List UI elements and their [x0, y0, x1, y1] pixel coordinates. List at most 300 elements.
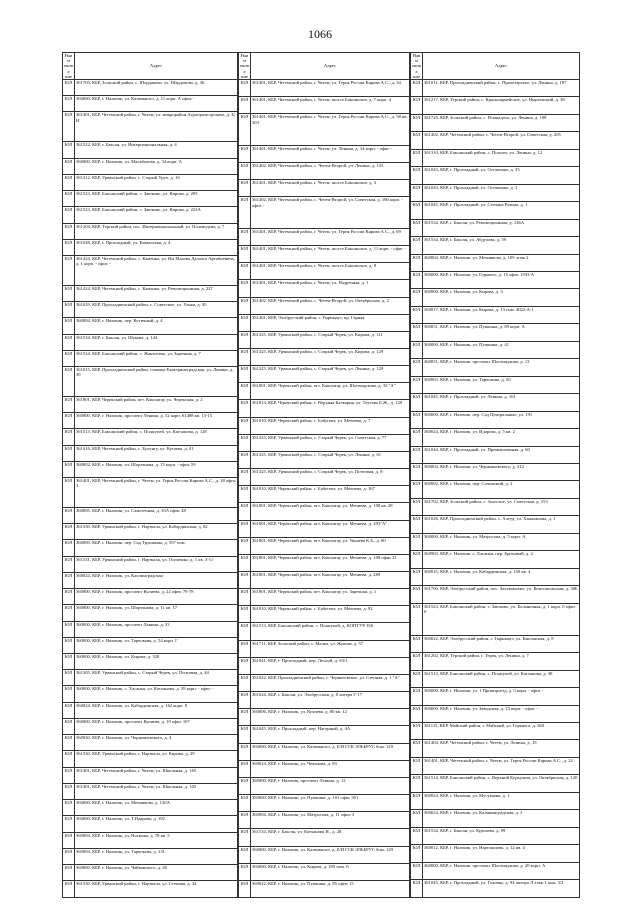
entity-type-cell: ЮЛ	[63, 605, 75, 621]
address-cell: 361401, КБР, Чегемский район, г. Чегем, ул. микрорайон Агропромстроцека, д. Б/Н	[75, 112, 238, 142]
entity-type-cell: ЮЛ	[239, 589, 251, 606]
entity-type-cell: ЮЛ	[411, 429, 423, 446]
table-row	[239, 880, 410, 897]
entity-type-cell: ЮЛ	[63, 686, 75, 702]
table-row	[63, 800, 238, 816]
entity-type-cell: ЮЛ	[411, 149, 423, 166]
entity-type-cell: ЮЛ	[411, 603, 423, 635]
table-row	[63, 881, 238, 898]
table-row	[239, 726, 410, 743]
table-row	[63, 142, 238, 158]
address-cell: 361204, КБР, Терский район, пос. Интернациональный, ул. Полеводова, д. 7	[75, 223, 238, 239]
table-row	[63, 429, 238, 445]
address-cell: 361711, КБР, Зольский район, с. Малка, ул. Жукова, д. 57	[251, 640, 410, 657]
table-row	[411, 603, 580, 635]
table-row	[239, 589, 410, 606]
entity-type-cell: ЮЛ	[239, 163, 251, 180]
table-row	[63, 396, 238, 412]
address-cell: 361045, КБР, г. Прохладный, пер. Нагорный, д. 4А	[251, 726, 410, 743]
table-row	[239, 228, 410, 245]
table-row	[411, 705, 580, 722]
table-row	[411, 653, 580, 670]
address-cell: 361022, КБР, Прохладненский район, с. Черниговское, ул. Степная, д. 1 "А"	[251, 674, 410, 691]
address-cell: 361402, КБР, Чегемский район, с. Чегем-Второй, ул. Ленина, д. 125	[251, 163, 410, 180]
entity-type-cell: ЮЛ	[411, 272, 423, 289]
address-cell: 360000, КБР, г. Нальчик, проспект Ленина, д. 33	[75, 621, 238, 637]
entity-type-cell: ЮЛ	[411, 670, 423, 687]
entity-type-cell: ЮЛ	[411, 775, 423, 792]
table-row	[239, 97, 410, 114]
address-cell: 361813, КБР, Черекский район, с. Верхняя Балкария, ул. Тхутова Б.Ж., д. 120	[251, 400, 410, 417]
table-row	[63, 302, 238, 318]
address-cell: 361011, КБР, Прохладненский район, с. Пролетарское, ул. Ленина, д. 197	[423, 80, 580, 97]
entity-type-cell: ЮЛ	[239, 417, 251, 434]
address-cell: 361801, КБР, Черекский район, пгт. Кашхатау, ул. Мечиева, д. 289	[251, 572, 410, 589]
entity-type-cell: ЮЛ	[63, 589, 75, 605]
entity-type-cell: ЮЛ	[239, 503, 251, 520]
table-row	[63, 686, 238, 702]
address-cell: 360000, КБР, г. Нальчик, ул. Т.Идарова, д. 192	[75, 816, 238, 832]
address-cell: 360004, КБР, г. Нальчик, ул. Матросова, д. 11 офис 3	[251, 812, 410, 829]
entity-type-cell: ЮЛ	[239, 280, 251, 297]
address-cell: 360024, КБР, г. Нальчик, ул. Чеченова, д. 83	[251, 760, 410, 777]
table-row	[239, 145, 410, 162]
header-address: Адрес	[75, 53, 238, 80]
table-row	[411, 568, 580, 585]
entity-type-cell: ЮЛ	[239, 314, 251, 331]
entity-type-cell: ЮЛ	[239, 572, 251, 589]
table-row	[411, 740, 580, 757]
address-cell: 361801, КБР, Черекский район, пгт. Кашхатау, ул. Шогенцукова, д. 33 "А"	[251, 383, 410, 400]
table-row	[63, 191, 238, 207]
address-cell: 361048, КБР, г. Прохладный, ул. Кавказская, д. 4	[75, 239, 238, 255]
entity-type-cell: ЮЛ	[411, 446, 423, 463]
entity-type-cell: ЮЛ	[63, 783, 75, 799]
address-cell: 361045, КБР, г. Прохладный, ул. Ленина, д. 161	[423, 394, 580, 411]
address-cell: 361513, КБР, Баксанский район, с. Псыкупей, ул. Катханова, д. 128	[75, 429, 238, 445]
address-cell: 361624, КБР, г. Баксан, ул. Эльбрусская, д. 8 литера Г-17	[251, 692, 410, 709]
header-type: Наим енова ние	[240, 53, 249, 79]
entity-type-cell: ЮЛ	[411, 359, 423, 376]
table-row	[411, 810, 580, 827]
table-row	[411, 635, 580, 652]
entity-type-cell: ЮЛ	[239, 97, 251, 114]
table-row	[411, 463, 580, 480]
table-row	[239, 657, 410, 674]
address-cell: 360024, КБР, г. Нальчик, ул. Калининградская, д. 3	[423, 810, 580, 827]
entity-type-cell: ЮЛ	[239, 197, 251, 229]
entity-type-cell: ЮЛ	[411, 757, 423, 774]
address-cell: 361330, КБР, Урванский район, г. Нарткала, ул. Кабардинская, д. 82	[75, 524, 238, 540]
address-cell: 361513, КБР, Баксанский район, с. Псыкупей, д. КОПТУР 356	[251, 623, 410, 640]
entity-type-cell: ЮЛ	[411, 568, 423, 585]
address-cell: 360006, КБР, г. Нальчик, ул. Кулиева, д. 80 кв. 12	[251, 709, 410, 726]
table-row	[63, 767, 238, 783]
entity-type-cell: ЮЛ	[63, 507, 75, 523]
address-cell: 361402, КБР, Чегемский район, с. Чегем-Второй, ул. Советская, д. 180 корп. - офис -	[251, 197, 410, 229]
entity-type-cell: ЮЛ	[411, 289, 423, 306]
table-row	[239, 640, 410, 657]
entity-type-cell: ЮЛ	[411, 792, 423, 809]
address-cell: 361045, КБР, г. Прохладный, ул. Степана Разина, д. 1	[423, 202, 580, 219]
entity-type-cell: ЮЛ	[63, 429, 75, 445]
entity-type-cell: ЮЛ	[411, 880, 423, 898]
address-cell: 361401, КБР, Чегемский район, г. Чегем, ул. Надречная, д. 1	[251, 280, 410, 297]
entity-type-cell: ЮЛ	[411, 132, 423, 149]
address-cell: 360002, КБР, г. Нальчик, ул. Шортанова, д. 15 корп. - офис 59	[75, 461, 238, 477]
table-row	[63, 255, 238, 285]
table-row	[239, 692, 410, 709]
address-cell: 360015, КБР, г. Нальчик, ул. Кабардинская, д. 150 кв. 4	[423, 568, 580, 585]
address-cell: 360000, КБР, г. Нальчик, с. Хасанья, ул. Катханова, д. 39 корп. - офис -	[75, 686, 238, 702]
address-cell: 361401, КБР, Чегемский район, г. Чегем, ул. Ленина, д. 34 корп. - офис -	[251, 145, 410, 162]
entity-type-cell: ЮЛ	[63, 556, 75, 572]
entity-type-cell: ЮЛ	[411, 862, 423, 879]
address-cell: 361401, КБР, Чегемский район, г. Чегем, шоссе Баксанское, д. 7 корп. 4	[251, 97, 410, 114]
registry-table-1	[62, 52, 238, 898]
table-row	[239, 469, 410, 486]
address-cell: 361325, КБР, Урванский район, с. Старый Черек, ул. Почтовая, д. 8	[251, 469, 410, 486]
table-row	[411, 149, 580, 166]
entity-type-cell: ЮЛ	[411, 254, 423, 271]
address-cell: 361534, КБР, г. Баксан, ул. Курчаева, д. 99	[423, 827, 580, 844]
entity-type-cell: ЮЛ	[239, 743, 251, 760]
address-cell: 361041, КБР, г. Прохладный, пер. Лесной, д. 63/1	[251, 657, 410, 674]
table-row	[411, 289, 580, 306]
address-cell: 361702, КБР, Зольский район, с. Зольское, ул. Советская, д. 153	[423, 498, 580, 515]
entity-type-cell: ЮЛ	[239, 366, 251, 383]
entity-type-cell: ЮЛ	[239, 537, 251, 554]
entity-type-cell: ЮЛ	[239, 606, 251, 623]
entity-type-cell: ЮЛ	[63, 158, 75, 174]
table-row	[63, 112, 238, 142]
address-cell: 360000, КБР, г. Нальчик, пер. Сад Центральные, ул. 191	[423, 411, 580, 428]
table-row	[239, 709, 410, 726]
address-cell: 361401, КБР, Чегемский район, г. Чегем, ул. Героя России Кярова А.С., д. 28 офис 3	[75, 478, 238, 508]
entity-type-cell: ЮЛ	[411, 411, 423, 428]
table-row	[239, 812, 410, 829]
table-row	[411, 272, 580, 289]
entity-type-cell: ЮЛ	[63, 702, 75, 718]
entity-type-cell: ЮЛ	[239, 812, 251, 829]
entity-type-cell: ЮЛ	[239, 880, 251, 897]
table-row	[63, 285, 238, 301]
entity-type-cell: ЮЛ	[411, 705, 423, 722]
address-cell: 361801, КБР, Черекский район, пгт. Кашхатау, ул. Мечиева, д. 293"А"	[251, 520, 410, 537]
header-address: Адрес	[251, 53, 410, 80]
address-cell: 361810, КБР, Черекский район, с. Бабугент, ул. Мечиева, д. 167	[251, 486, 410, 503]
address-cell: 361330, КБР, Урванский район, г. Нарткала, ул. Степная, д. 34	[75, 881, 238, 898]
address-cell: 361513, КБР, Баксанский район, с. Псыкупей, ул. Катханова, д. 48	[423, 670, 580, 687]
table-row	[239, 400, 410, 417]
address-cell: 361325, КБР, Урванский район, с. Старый Черек, ул. Ленина, д. 61	[251, 451, 410, 468]
entity-type-cell: ЮЛ	[63, 540, 75, 556]
table-row	[411, 219, 580, 236]
table-row	[63, 445, 238, 461]
address-cell: 360000, КБР, г. Нальчик, проспект Ленина, д. 12	[251, 777, 410, 794]
table-row	[239, 451, 410, 468]
entity-type-cell: ЮЛ	[63, 637, 75, 653]
address-cell: 361534, КБР, г. Баксан, ул. Шукова, д. 144	[75, 334, 238, 350]
table-row	[239, 760, 410, 777]
address-cell: 360000, КБР, г. Нальчик, ул. Пушкина, д. 101 офис 501	[251, 795, 410, 812]
entity-type-cell: ЮЛ	[239, 777, 251, 794]
entity-type-cell: ЮЛ	[411, 114, 423, 131]
entity-type-cell: ЮЛ	[411, 498, 423, 515]
address-cell: 361401, КБР, Чегемский район, г. Чегем, ул. Школьная, д. 105	[75, 783, 238, 799]
address-cell: 360004, КБР, г. Нальчик, ул. Мечникова, д. 105 этаж 2	[423, 254, 580, 271]
entity-type-cell: ЮЛ	[239, 263, 251, 280]
table-row	[411, 446, 580, 463]
table-row	[63, 158, 238, 174]
entity-type-cell: ЮЛ	[239, 114, 251, 146]
table-row	[239, 829, 410, 846]
address-cell: 361523, КБР, Баксанский район, с. Заюково, ул. Кирова, д. 295	[75, 191, 238, 207]
table-row	[411, 237, 580, 254]
address-cell: 360000, КБР, г. Нальчик, ул. Калюжного, д. Б/Н ГСК ЭЛЬБРУС бокс 129	[251, 743, 410, 760]
table-row	[411, 481, 580, 498]
table-row	[63, 174, 238, 190]
table-row	[63, 507, 238, 523]
table-row	[239, 331, 410, 348]
table-row	[239, 417, 410, 434]
table-row	[63, 334, 238, 350]
table-row	[239, 314, 410, 331]
table-row	[411, 498, 580, 515]
address-cell: 361522, КБР, г. Баксан, ул. Интернациональная, д. 4	[75, 142, 238, 158]
table-row	[411, 429, 580, 446]
table-row	[411, 551, 580, 568]
address-cell: 361401, КБР, Чегемский район, г. Чегем, ул. Героя России Кярова А.С., д. 58 кв. 303	[251, 114, 410, 146]
address-cell: 361043, КБР, г. Прохладный, ул. Остапенко, д. 3	[423, 184, 580, 201]
address-cell: 361401, КБР, Чегемский район, г. Чегем, ул. Школьная, д. 165	[75, 767, 238, 783]
address-cell: 361810, КБР, Черекский район, с. Бабугент, ул. Мечиева, д. 7	[251, 417, 410, 434]
address-cell: 360000, КБР, г. Нальчик, ул. Мечникова, д. 130А	[75, 800, 238, 816]
address-cell: 360000, КБР, г. Нальчик, ул. Мальбахова, д. 34 корп. А	[75, 158, 238, 174]
entity-type-cell: ЮЛ	[239, 400, 251, 417]
table-row	[239, 263, 410, 280]
table-row	[239, 280, 410, 297]
table-row	[239, 434, 410, 451]
address-cell: 361514, КБР, Баксанский район, с. Верхний Куркужин, ул. Октябрьская, д. 120	[423, 775, 580, 792]
entity-type-cell: ЮЛ	[411, 533, 423, 550]
address-cell: 361217, КБР, Терский район, с. Красноармейское, ул. Ныртенский, д. 38	[423, 97, 580, 114]
entity-type-cell: ЮЛ	[239, 297, 251, 314]
entity-type-cell: ЮЛ	[63, 239, 75, 255]
address-cell: 361523, КБР, Баксанский район, с. Заюково, ул. Больничная, д. 1 корп. 0 офис 0	[423, 603, 580, 635]
entity-type-cell: ЮЛ	[63, 461, 75, 477]
address-cell: 361401, КБР, Чегемский район, г. Чегем, шоссе Баксанское, д. 11 корп. - офис -	[251, 246, 410, 263]
entity-type-cell: ЮЛ	[63, 445, 75, 461]
address-cell: 361523, КБР, Баксанский район, с. Заюково, ул. Кирова, д. 222А	[75, 207, 238, 223]
table-row	[239, 520, 410, 537]
entity-type-cell: ЮЛ	[63, 396, 75, 412]
address-cell: 361401, КБР, Чегемский район, г. Чегем, ул. Героя России Кярова А.С., д. 34	[251, 80, 410, 97]
entity-type-cell: ЮЛ	[411, 202, 423, 219]
entity-type-cell: ЮЛ	[63, 350, 75, 366]
entity-type-cell: ЮЛ	[63, 767, 75, 783]
entity-type-cell: ЮЛ	[63, 318, 75, 334]
entity-type-cell: ЮЛ	[239, 451, 251, 468]
entity-type-cell: ЮЛ	[239, 863, 251, 880]
address-cell: 360000, КБР, г. Нальчик, пер. Сад Трушкина, д. 597 пом.	[75, 540, 238, 556]
address-cell: 361401, КБР, Чегемский район, г. Чегем, шоссе Баксанское, д. 3	[251, 180, 410, 197]
entity-type-cell: ЮЛ	[63, 670, 75, 686]
table-row	[63, 318, 238, 334]
table-row	[239, 743, 410, 760]
table-row	[63, 865, 238, 881]
address-cell: 360051, КБР, г. Нальчик, ул. Пушкина, д. 89 корп. А	[423, 324, 580, 341]
address-cell: 360000, КБР, г. Нальчик, ул. Кирова, д. 3	[423, 289, 580, 306]
table-row	[411, 845, 580, 862]
address-cell: 360000, КБР, г. Нальчик, ул. Матросова, д. 5 корп. А	[423, 533, 580, 550]
table-row	[63, 654, 238, 670]
address-cell: 360000, КБР, г. Нальчик, проспект Шогенцукова, д. 20 корп. А	[423, 862, 580, 879]
address-cell: 361325, КБР, Урванский район, с. Старый Черек, ул. Кирова, д. 111	[251, 331, 410, 348]
address-cell: 361801, КБР, Черекский район, пгт. Кашхатау, ул. Мечиева, д. 108 кв. 28	[251, 503, 410, 520]
address-cell: 360012, КБР, г. Нальчик, ул. Нартокшова, д. 12 кв. 4	[423, 845, 580, 862]
table-row	[239, 795, 410, 812]
table-row	[63, 223, 238, 239]
address-cell: 361801, КБР, Черекский район, пгт. Кашхатау, ул. Уянаева К.Б., д. 80	[251, 537, 410, 554]
page-number: 1066	[308, 27, 332, 41]
entity-type-cell: ЮЛ	[63, 800, 75, 816]
entity-type-cell: ЮЛ	[239, 674, 251, 691]
address-cell: 361401, КБР, Чегемский район, г. Чегем, шоссе Баксанское, д. 8	[251, 263, 410, 280]
entity-type-cell: ЮЛ	[239, 829, 251, 846]
table-row	[63, 239, 238, 255]
entity-type-cell: ЮЛ	[63, 572, 75, 588]
entity-type-cell: ЮЛ	[411, 740, 423, 757]
entity-type-cell: ЮЛ	[411, 635, 423, 652]
entity-type-cell: ЮЛ	[239, 846, 251, 863]
entity-type-cell: ЮЛ	[63, 285, 75, 301]
table-row	[239, 114, 410, 146]
address-cell: 361402, КБР, Чегемский район, с. Чегем-Второй, ул. Октябрьская, д. 2	[251, 297, 410, 314]
address-cell: 360005, КБР, г. Нальчик, ул. Самотечная, д. 35А офис 48	[75, 507, 238, 523]
entity-type-cell: ЮЛ	[63, 751, 75, 767]
entity-type-cell: ЮЛ	[239, 434, 251, 451]
entity-type-cell: ЮЛ	[411, 376, 423, 393]
address-cell: 361331, КБР, Урванский район, г. Нарткала, ул. Осипенко, д. 1 кв. 3-11	[75, 556, 238, 572]
address-cell: 360030, КБР, г. Нальчик, ул. Чернышевского, д. 4	[75, 735, 238, 751]
table-row	[239, 674, 410, 691]
address-cell: 361045, КБР, г. Прохладный, ул. Головко, д. 94 литера Л этаж 1 ком. 3/2	[423, 880, 580, 898]
table-row	[63, 621, 238, 637]
table-row	[239, 606, 410, 623]
table-row	[63, 80, 238, 96]
address-cell: 360000, КБР, г. Нальчик, ул. Чайковского, д. 26	[75, 865, 238, 881]
address-cell: 361534, КБР, г. Баксан, ул. Абдулова, д. 59	[423, 237, 580, 254]
entity-type-cell: ЮЛ	[239, 383, 251, 400]
table-row	[411, 757, 580, 774]
entity-type-cell: ЮЛ	[411, 80, 423, 97]
table-row	[63, 96, 238, 112]
entity-type-cell: ЮЛ	[411, 306, 423, 323]
entity-type-cell: ЮЛ	[411, 551, 423, 568]
table-row	[411, 80, 580, 97]
table-row	[63, 524, 238, 540]
address-cell: 361401, КБР, Чегемский район, г. Чегем, ул. Героя России Кярова А.С., д. 22	[423, 757, 580, 774]
entity-type-cell: ЮЛ	[63, 848, 75, 864]
table-row	[63, 350, 238, 366]
entity-type-cell: ЮЛ	[63, 255, 75, 285]
entity-type-cell: ЮЛ	[63, 223, 75, 239]
entity-type-cell: ЮЛ	[411, 722, 423, 739]
table-row	[411, 306, 580, 323]
table-row	[63, 637, 238, 653]
entity-type-cell: ЮЛ	[239, 180, 251, 197]
table-row	[63, 848, 238, 864]
table-row	[63, 478, 238, 508]
table-row	[411, 792, 580, 809]
table-row	[411, 324, 580, 341]
table-row	[63, 605, 238, 621]
entity-type-cell: ЮЛ	[411, 167, 423, 184]
entity-type-cell: ЮЛ	[411, 516, 423, 533]
entity-type-cell: ЮЛ	[411, 845, 423, 862]
entity-type-cell: ЮЛ	[239, 726, 251, 743]
address-cell: 360000, КБР, г. Нальчик, ул. Пушкина, д. 41	[423, 341, 580, 358]
table-row	[63, 783, 238, 799]
address-cell: 360024, КБР, г. Нальчик, ул. Кабардинская, д. 162 корп. 8	[75, 702, 238, 718]
address-cell: 360000, КБР, г. Нальчик, ул. Заводская, д. 23 корп. - офис -	[423, 705, 580, 722]
entity-type-cell: ЮЛ	[63, 191, 75, 207]
table-row	[63, 735, 238, 751]
address-cell: 361534, КБР, г. Баксан, ул. Революционная, д. 126А	[423, 219, 580, 236]
entity-type-cell: ЮЛ	[239, 246, 251, 263]
table-row	[411, 97, 580, 114]
address-cell: 361700, КБР, Эльбрусский район, пос. Залукокоаже, ул. Комсомольская, д. 30Б	[423, 586, 580, 603]
table-row	[63, 751, 238, 767]
table-row	[63, 670, 238, 686]
address-cell: 361725, КБР, Зольский район, с. Псынадаха, ул. Ленина, д. 108	[423, 114, 580, 131]
table-row	[63, 207, 238, 223]
entity-type-cell: ЮЛ	[239, 554, 251, 571]
table-row	[239, 297, 410, 314]
address-cell: 361325, КБР, Урванский район, с. Старый Черек, ул. Советская, д. 77	[251, 434, 410, 451]
address-cell: 360000, КБР, г. Нальчик, проспект Кулиева, д. 22 офис 79-78	[75, 589, 238, 605]
address-cell: 361705, КБР, Зольский район, с. Шордаково, ул. Шардокова, д. 36	[75, 80, 238, 96]
entity-type-cell: ЮЛ	[239, 80, 251, 97]
address-cell: 360000, КБР, г. Нальчик, ул. Кирова, д. 295 пом. 6	[251, 863, 410, 880]
table-row	[239, 246, 410, 263]
registry-sheet	[62, 52, 580, 898]
table-row	[411, 376, 580, 393]
entity-type-cell: ЮЛ	[239, 145, 251, 162]
entity-type-cell: ЮЛ	[239, 657, 251, 674]
entity-type-cell: ЮЛ	[239, 709, 251, 726]
entity-type-cell: ЮЛ	[239, 469, 251, 486]
table-row	[411, 167, 580, 184]
address-cell: 361325, КБР, Урванский район, с. Старый Черек, ул. Кирова, д. 129	[251, 348, 410, 365]
table-row	[63, 413, 238, 429]
entity-type-cell: ЮЛ	[239, 331, 251, 348]
table-row	[239, 80, 410, 97]
table-row	[411, 722, 580, 739]
table-row	[411, 184, 580, 201]
table-row	[411, 827, 580, 844]
header-type: Наим енова ние	[412, 53, 421, 79]
entity-type-cell: ЮЛ	[411, 394, 423, 411]
address-cell: 361424, КБР, Чегемский район, с. Каменка, ул. Революционная, д. 227	[75, 285, 238, 301]
address-cell: 361801, КБР, Черекский район, пгт. Кашхатау, ул. Мечиева, д. 108 офис 21	[251, 554, 410, 571]
address-cell: 360000, КБР, г. Нальчик, ул. Шортанова, д. 11 кв. 17	[75, 605, 238, 621]
address-cell: 360903, КБР, г. Нальчик, с. Хасанья, пер. Бризовый, д. 2	[423, 551, 580, 568]
table-row	[411, 775, 580, 792]
address-cell: 361115, КБР, Майский район, г. Майский, ул. Горького, д. 260	[423, 722, 580, 739]
table-row	[411, 114, 580, 131]
